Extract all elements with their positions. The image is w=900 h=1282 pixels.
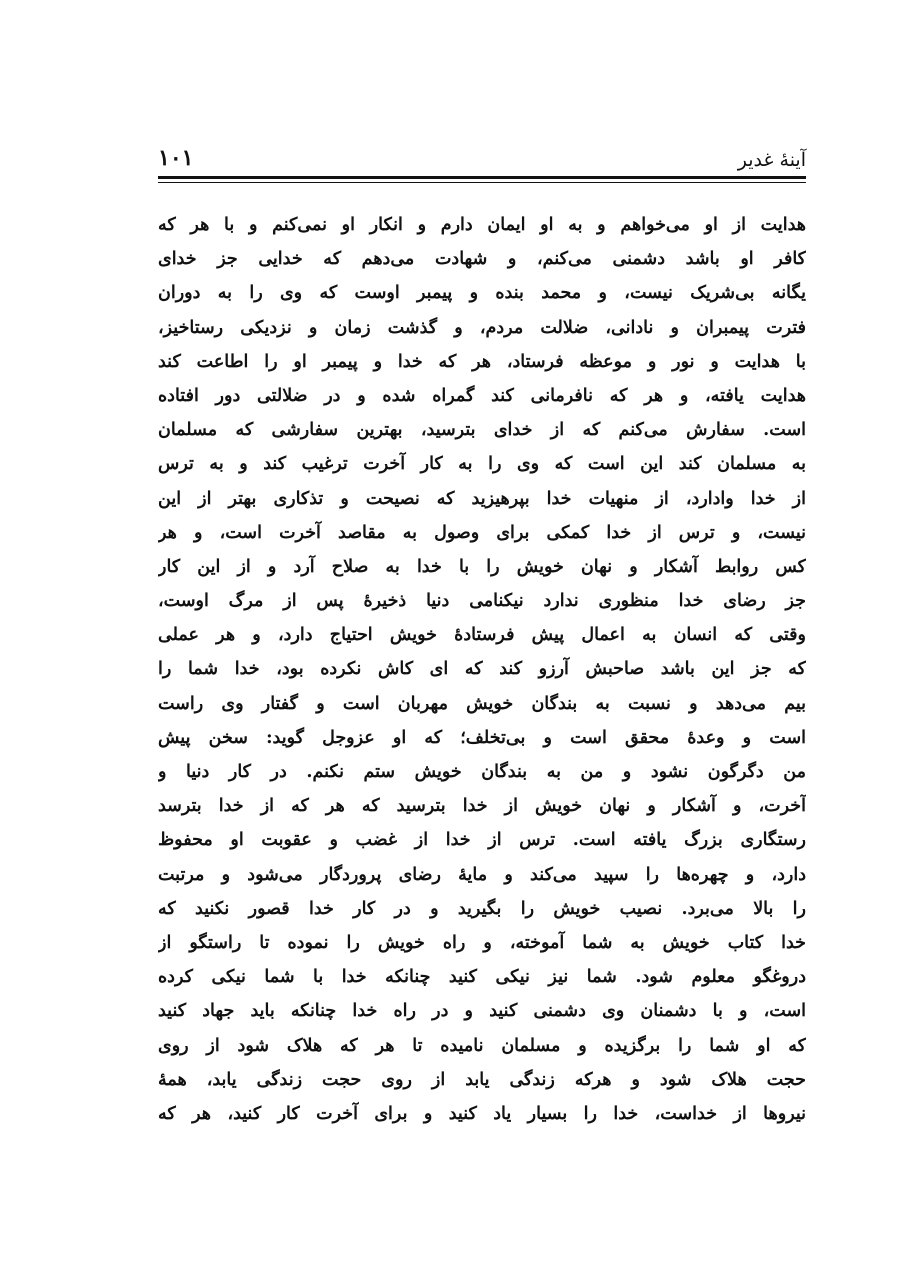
text-line: کافر او باشد دشمنی می‌کنم، و شهادت می‌دهم که خدایی جز خدای <box>158 249 806 270</box>
text-line: هدایت یافته، و هر که نافرمانی کند گمراه شده و در ضلالتی دور افتاده <box>158 385 806 406</box>
text-line: است و وعدۀ محقق است و بی‌تخلف؛ که او عزوجل گوید: سخن پیش <box>158 727 806 748</box>
body-text <box>158 208 806 1131</box>
text-line: هدایت از او می‌خواهم و به او ایمان دارم و انکار او نمی‌کنم و با هر که <box>158 215 806 235</box>
text-line: نیروها از خداست، خدا را بسیار یاد کنید و برای آخرت کار کنید، هر که <box>158 1103 806 1124</box>
text-line: بیم می‌دهد و نسبت به بندگان خویش مهربان است و گفتار وی راست <box>158 693 806 714</box>
text-line: فترت پیمبران و نادانی، ضلالت مردم، و گذشت زمان و نزدیکی رستاخیز، <box>158 317 806 338</box>
page-header <box>158 138 806 178</box>
text-line: رستگاری بزرگ یافته است. ترس از خدا از غضب و عقوبت او محفوظ <box>158 830 806 851</box>
text-line: که او شما را برگزیده و مسلمان نامیده تا هر که هلاک شود از روی <box>158 1035 806 1056</box>
text-line: جز رضای خدا منظوری ندارد نیکنامی دنیا ذخیرۀ پس از مرگ اوست، <box>158 591 806 612</box>
text-line: از خدا وادارد، از منهیات خدا بپرهیزید که نصیحت و تذکاری بهتر از این <box>158 488 806 509</box>
text-line: خدا کتاب خویش به شما آموخته، و راه خویش را نموده تا راستگو از <box>158 932 806 953</box>
text-line: آخرت، و آشکار و نهان خویش از خدا بترسید که هر که از خدا بترسد <box>158 796 806 817</box>
page-number: ۱۰۱ <box>158 145 194 171</box>
text-line: دروغگو معلوم شود. شما نیز نیکی کنید چنانکه خدا با شما نیکی کرده <box>158 967 806 988</box>
text-line: است. سفارش می‌کنم که از خدای بترسید، بهترین سفارشی که مسلمان <box>158 420 806 441</box>
text-line: دارد، و چهره‌ها را سپید می‌کند و مایۀ رضای پروردگار می‌شود و مرتبت <box>158 864 806 885</box>
text-line: با هدایت و نور و موعظه فرستاد، هر که خدا و پیمبر او را اطاعت کند <box>158 351 806 372</box>
text-line: یگانه بی‌شریک نیست، و محمد بنده و پیمبر اوست که وی را به دوران <box>158 283 806 304</box>
header-rule-thick <box>158 176 806 179</box>
text-line: است، و با دشمنان وی دشمنی کنید و در راه خدا چنانکه باید جهاد کنید <box>158 1001 806 1022</box>
text-line: کس روابط آشکار و نهان خویش را با خدا به صلاح آرد و از این کار <box>158 556 806 577</box>
text-line: که جز این باشد صاحبش آرزو کند که ای کاش نکرده بود، خدا شما را <box>158 659 806 680</box>
text-line: به مسلمان کند این است که وی را به کار آخرت ترغیب کند و به ترس <box>158 454 806 475</box>
running-title: آینۀ غدیر <box>737 149 806 171</box>
text-line: نیست، و ترس از خدا کمکی برای وصول به مقاصد آخرت است، و هر <box>158 522 806 543</box>
text-line: وقتی که انسان به اعمال پیش فرستادۀ خویش احتیاج دارد، و هر عملی <box>158 625 806 646</box>
header-rule-thin <box>158 182 806 183</box>
text-line: من دگرگون نشود و من به بندگان خویش ستم نکنم. در کار دنیا و <box>158 762 806 782</box>
text-line: حجت هلاک شود و هرکه زندگی یابد از روی حجت زندگی یابد، همۀ <box>158 1069 806 1090</box>
text-line: را بالا می‌برد. نصیب خویش را بگیرید و در کار خدا قصور نکنید که <box>158 898 806 919</box>
